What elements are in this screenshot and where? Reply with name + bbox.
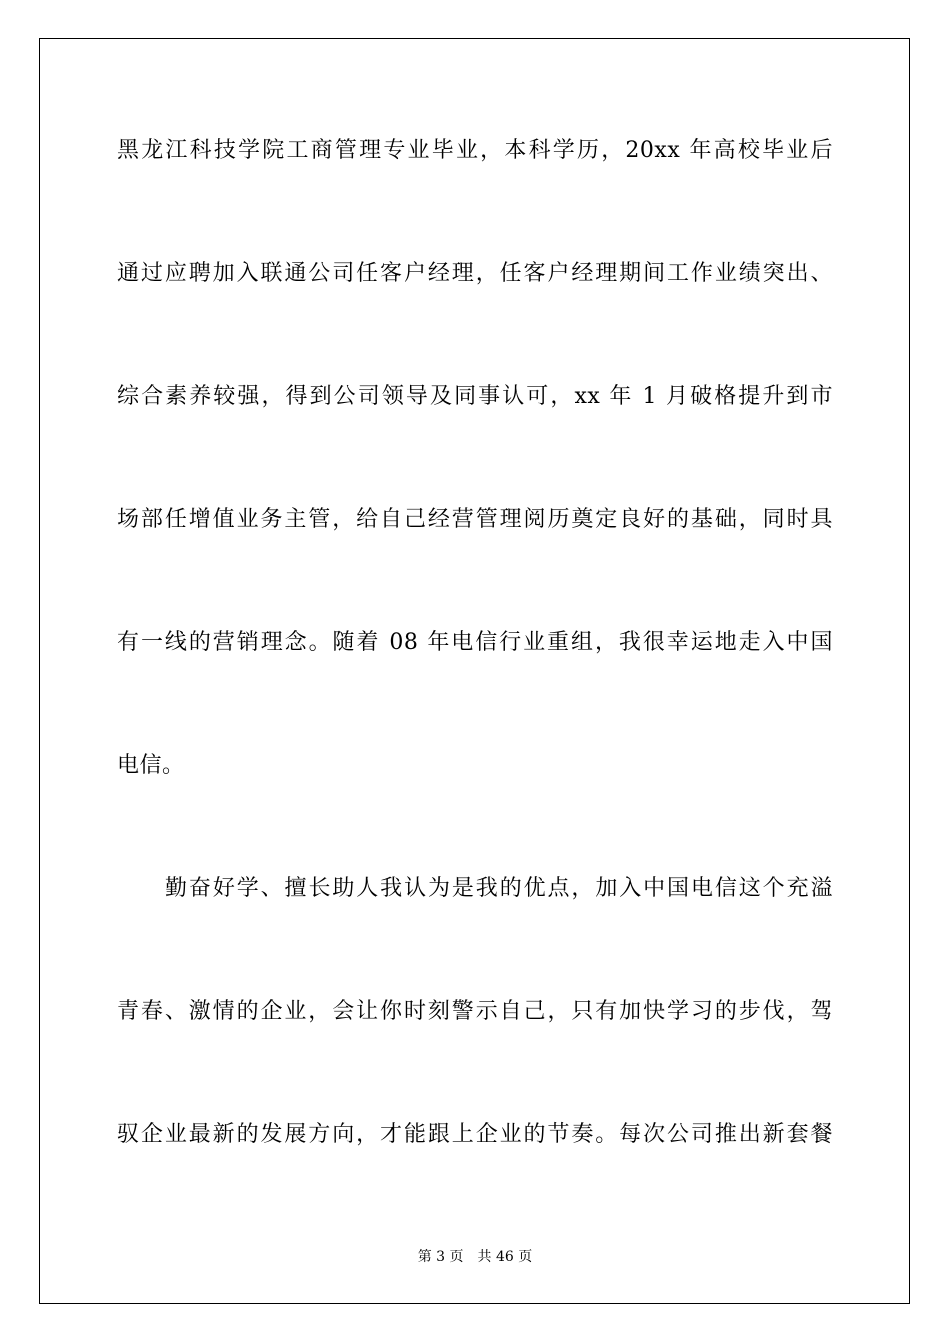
page-number: 第 3 页: [417, 1249, 464, 1265]
page-border: [39, 38, 910, 1304]
page-footer: [0, 1248, 950, 1266]
body-text-line-5: 有一线的营销理念。随着 08 年电信行业重组，我很幸运地走入中国: [117, 630, 833, 655]
paragraph-2-line-3: 驭企业最新的发展方向，才能跟上企业的节奏。每次公司推出新套餐: [117, 1122, 833, 1147]
body-text-line-2: 通过应聘加入联通公司任客户经理，任客户经理期间工作业绩突出、: [117, 261, 833, 286]
body-text-line-6: 电信。: [117, 753, 185, 778]
body-text-line-3: 综合素养较强，得到公司领导及同事认可，xx 年 1 月破格提升到市: [117, 384, 833, 409]
body-text-line-4: 场部任增值业务主管，给自己经营管理阅历奠定良好的基础，同时具: [117, 507, 833, 532]
paragraph-2-line-1: 勤奋好学、擅长助人我认为是我的优点，加入中国电信这个充溢: [165, 876, 833, 901]
paragraph-2-line-2: 青春、激情的企业，会让你时刻警示自己，只有加快学习的步伐，驾: [117, 999, 833, 1024]
body-text-line-1: 黑龙江科技学院工商管理专业毕业，本科学历，20xx 年高校毕业后: [117, 138, 833, 163]
total-pages: 共 46 页: [477, 1249, 533, 1265]
